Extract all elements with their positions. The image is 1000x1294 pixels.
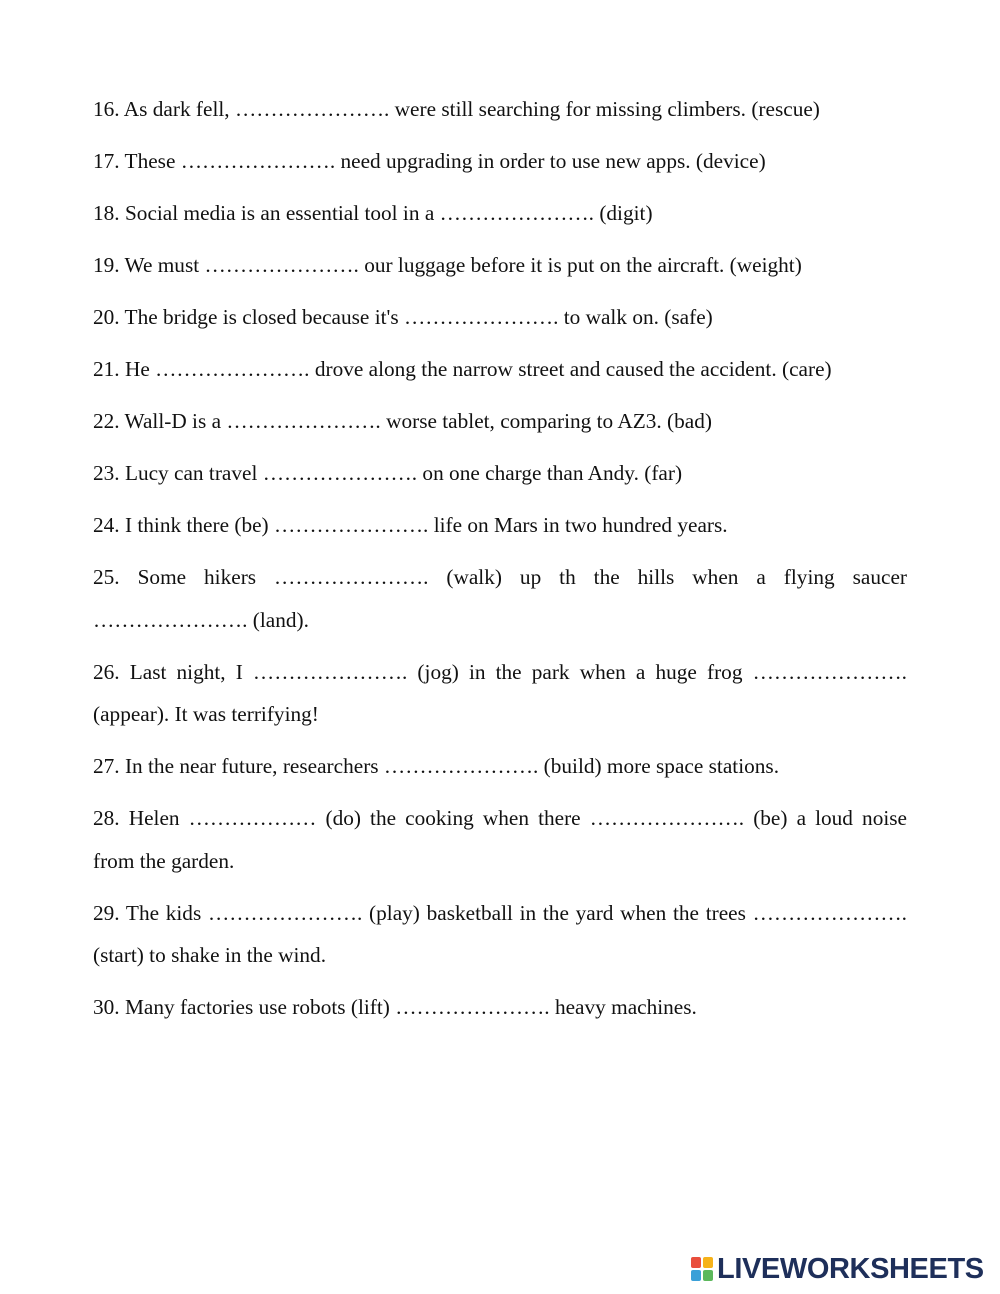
question-28: 28. Helen ……………… (do) the cooking when there …………………. (be) a loud noise from the garden. — [93, 806, 907, 873]
question-24: 24. I think there (be) …………………. life on Mars in two hundred years. — [93, 513, 728, 537]
liveworksheets-mark-icon — [691, 1257, 713, 1281]
question-18: 18. Social media is an essential tool in a …………………. (digit) — [93, 201, 653, 225]
worksheet-questions — [93, 88, 907, 1038]
question-17: 17. These …………………. need upgrading in order to use new apps. (device) — [93, 149, 766, 173]
question-25: 25. Some hikers …………………. (walk) up th the hills when a flying saucer …………………. (land). — [93, 565, 907, 632]
liveworksheets-logo[interactable] — [691, 1252, 984, 1286]
question-23: 23. Lucy can travel …………………. on one charge than Andy. (far) — [93, 461, 683, 485]
logo-square-red — [691, 1257, 701, 1268]
question-27: 27. In the near future, researchers …………………. (build) more space stations. — [93, 754, 780, 778]
question-16: 16. As dark fell, …………………. were still searching for missing climbers. (rescue) — [93, 97, 820, 121]
brand-name: LIVEWORKSHEETS — [717, 1253, 984, 1285]
question-26: 26. Last night, I …………………. (jog) in the park when a huge frog …………………. (appear). It was terrifying! — [93, 659, 907, 726]
question-20: 20. The bridge is closed because it's …………………. to walk on. (safe) — [93, 305, 713, 329]
question-22: 22. Wall-D is a …………………. worse tablet, comparing to AZ3. (bad) — [93, 409, 712, 433]
question-21: 21. He …………………. drove along the narrow street and caused the accident. (care) — [93, 357, 832, 381]
question-30: 30. Many factories use robots (lift) …………………. heavy machines. — [93, 995, 697, 1019]
logo-square-blue — [691, 1270, 701, 1281]
question-29: 29. The kids …………………. (play) basketball in the yard when the trees …………………. (start) to shake in the wind. — [93, 900, 907, 967]
logo-square-yellow — [703, 1257, 713, 1268]
logo-square-green — [703, 1270, 713, 1281]
question-19: 19. We must …………………. our luggage before it is put on the aircraft. (weight) — [93, 253, 802, 277]
